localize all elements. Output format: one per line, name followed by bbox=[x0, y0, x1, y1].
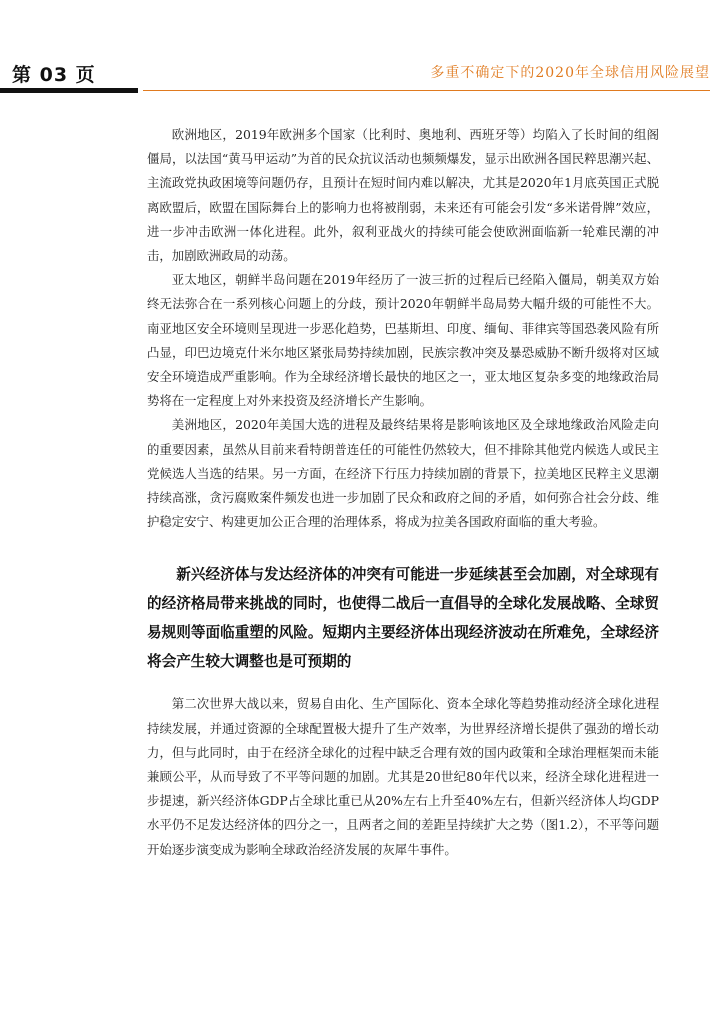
paragraph-europe: 欧洲地区，2019年欧洲多个国家（比利时、奥地利、西班牙等）均陷入了长时间的组阁僵局，以法国“黄马甲运动”为首的民众抗议活动也频频爆发，显示出欧洲各国民粹思潮兴起、主流政党执政困境等问题仍存，且预计在短时间内难以解决，尤其是2020年1月底英国正式脱离欧盟后，欧盟在国际舞台上的影响力也将被削弱，未来还有可能会引发“多米诺骨牌”效应，进一步冲击欧洲一体化进程。此外，叙利亚战火的持续可能会使欧洲面临新一轮难民潮的冲击，加剧欧洲政局的动荡。 bbox=[147, 127, 659, 264]
header-bar-left bbox=[0, 88, 138, 93]
paragraph-globalization: 第二次世界大战以来，贸易自由化、生产国际化、资本全球化等趋势推动经济全球化进程持续发展，并通过资源的全球配置极大提升了生产效率，为世界经济增长提供了强劲的增长动力，但与此同时，由于在经济全球化的过程中缺乏合理有效的国内政策和全球治理框架而未能兼顾公平，从而导致了不平等问题的加剧。尤其是20世纪80年代以来，经济全球化进程进一步提速，新兴经济体GDP占全球比重已从20%左右上升至40%左右，但新兴经济体人均GDP水平仍不足发达经济体的四分之一，且两者之间的差距呈持续扩大之势（图1.2），不平等问题开始逐步演变成为影响全球政治经济发展的灰犀牛事件。 bbox=[147, 696, 659, 857]
page-body bbox=[147, 123, 659, 862]
section-heading: 新兴经济体与发达经济体的冲突有可能进一步延续甚至会加剧，对全球现有的经济格局带来挑战的同时，也使得二战后一直倡导的全球化发展战略、全球贸易规则等面临重塑的风险。短期内主要经济体出现经济波动在所难免，全球经济将会产生较大调整也是可预期的 bbox=[147, 566, 659, 671]
header-rule bbox=[143, 90, 710, 91]
document-title: 多重不确定下的2020年全球信用风险展望 bbox=[430, 65, 710, 81]
page-number: 第 03 页 bbox=[12, 64, 96, 86]
paragraph-asia-pacific: 亚太地区，朝鲜半岛问题在2019年经历了一波三折的过程后已经陷入僵局，朝美双方始终无法弥合在一系列核心问题上的分歧，预计2020年朝鲜半岛局势大幅升级的可能性不大。南亚地区安全环境则呈现进一步恶化趋势，巴基斯坦、印度、缅甸、菲律宾等国恐袭风险有所凸显，印巴边境克什米尔地区紧张局势持续加剧，民族宗教冲突及暴恐威胁不断升级将对区域安全环境造成严重影响。作为全球经济增长最快的地区之一，亚太地区复杂多变的地缘政治局势将在一定程度上对外来投资及经济增长产生影响。 bbox=[147, 272, 659, 409]
paragraph-americas: 美洲地区，2020年美国大选的进程及最终结果将是影响该地区及全球地缘政治风险走向的重要因素，虽然从目前来看特朗普连任的可能性仍然较大，但不排除其他党内候选人或民主党候选人当选的结果。另一方面，在经济下行压力持续加剧的背景下，拉美地区民粹主义思潮持续高涨，贪污腐败案件频发也进一步加剧了民众和政府之间的矛盾，如何弥合社会分歧、维护稳定安宁、构建更加公正合理的治理体系，将成为拉美各国政府面临的重大考验。 bbox=[147, 417, 659, 530]
